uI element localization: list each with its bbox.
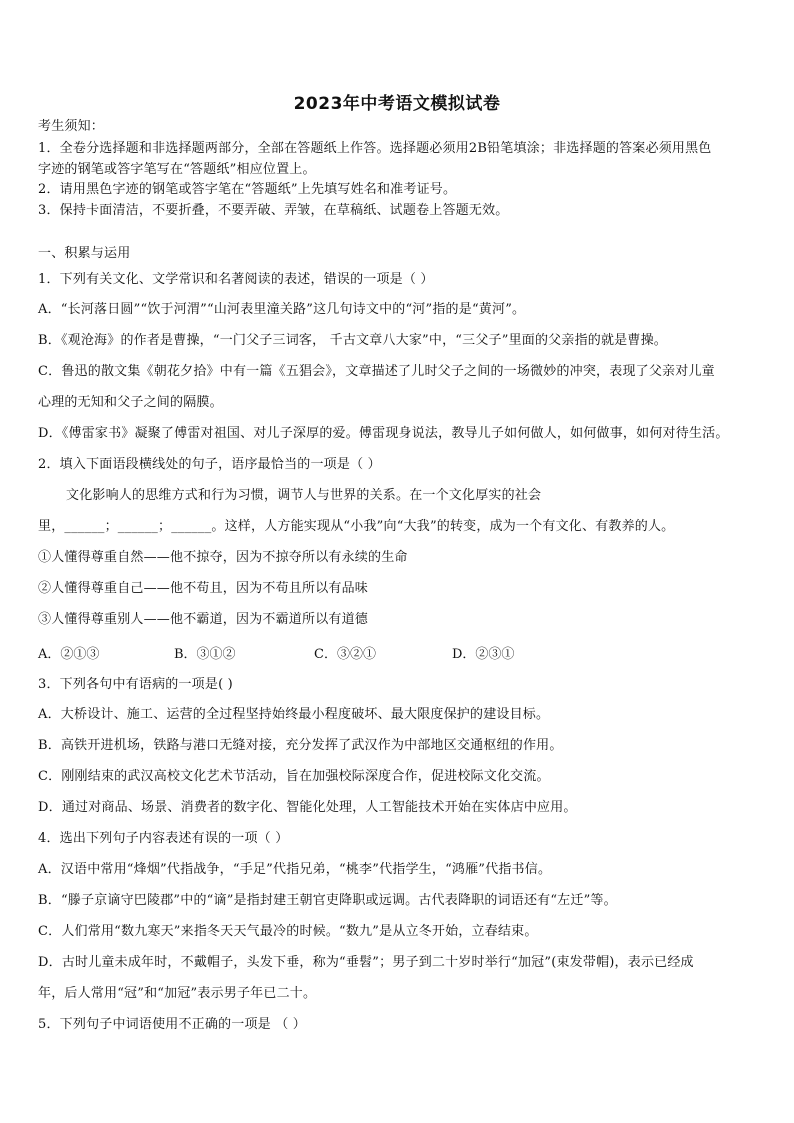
notice-item-1-line-2: 字迹的钢笔或答字笔写在“答题纸”相应位置上。 — [38, 162, 316, 177]
q1-option-b: B．《观沧海》的作者是曹操，“一门父子三词客， 千古文章八大家”中，“三父子”里面的父亲指的就是曹操。 — [38, 333, 667, 348]
notice-item-2: 2．请用黑色字迹的钢笔或答字笔在“答题纸”上先填写姓名和准考证号。 — [38, 182, 457, 197]
q1-option-c-line-1: C．鲁迅的散文集《朝花夕拾》中有一篇《五猖会》，文章描述了儿时父子之间的一场微妙的冲突，表现了父亲对儿童 — [38, 364, 715, 379]
q2-paragraph-line-1: 文化影响人的思维方式和行为习惯，调节人与世界的关系。在一个文化厚实的社会 — [66, 488, 542, 503]
q4-stem: 4．选出下列句子内容表述有误的一项（ ） — [38, 831, 289, 846]
q2-choice-b: B．③①② — [174, 647, 236, 662]
q3-option-c: C．刚刚结束的武汉高校文化艺术节活动，旨在加强校际深度合作，促进校际文化交流。 — [38, 769, 550, 784]
q4-option-b: B．“滕子京谪守巴陵郡”中的“谪”是指封建王朝官吏降职或远调。古代表降职的词语还有“左迁”等。 — [38, 893, 617, 908]
q1-option-d: D．《傅雷家书》凝聚了傅雷对祖国、对儿子深厚的爱。傅雷现身说法，教导儿子如何做人，如何做事，如何对待生活。 — [38, 426, 729, 441]
q3-stem: 3．下列各句中有语病的一项是( ) — [38, 677, 233, 692]
q5-stem: 5．下列句子中词语使用不正确的一项是 （ ） — [38, 1017, 306, 1032]
q3-option-b: B．高铁开进机场，铁路与港口无缝对接，充分发挥了武汉作为中部地区交通枢纽的作用。 — [38, 738, 563, 753]
q3-option-a: A．大桥设计、施工、运营的全过程坚持始终最小程度破坏、最大限度保护的建设目标。 — [38, 707, 550, 722]
q2-sentence-1: ①人懂得尊重自然——他不掠夺，因为不掠夺所以有永续的生命 — [38, 550, 408, 565]
q1-option-a: A．“长河落日圆”“饮于河渭”“山河表里潼关路”这几句诗文中的“河”指的是“黄河”。 — [38, 302, 526, 317]
q4-option-a: A．汉语中常用“烽烟”代指战争，“手足”代指兄弟，“桃李”代指学生，“鸿雁”代指书信。 — [38, 862, 552, 877]
q2-sentence-3: ③人懂得尊重别人——他不霸道，因为不霸道所以有道德 — [38, 612, 369, 627]
q2-sentence-2: ②人懂得尊重自己——他不苟且，因为不苟且所以有品味 — [38, 581, 369, 596]
q2-stem: 2．填入下面语段横线处的句子，语序最恰当的一项是（ ） — [38, 457, 381, 472]
page-title: 2023年中考语文模拟试卷 — [293, 94, 501, 114]
notice-item-1-line-1: 1．全卷分选择题和非选择题两部分，全部在答题纸上作答。选择题必须用2B铅笔填涂；非选择题的答案必须用黑色 — [38, 141, 712, 156]
q2-paragraph-line-2: 里，______；______；______。这样，人方能实现从“小我”向“大我”的转变，成为一个有文化、有教养的人。 — [38, 519, 675, 534]
q2-choice-a: A．②①③ — [38, 647, 100, 662]
q4-option-d-line-2: 年，后人常用“冠”和“加冠”表示男子年已二十。 — [38, 986, 317, 1001]
notice-heading: 考生须知： — [38, 119, 105, 134]
q1-stem: 1．下列有关文化、文学常识和名著阅读的表述，错误的一项是（ ） — [38, 272, 434, 287]
section-heading: 一、积累与运用 — [38, 246, 131, 261]
q1-option-c-line-2: 心理的无知和父子之间的隔膜。 — [38, 395, 223, 410]
q2-choice-d: D．②③① — [452, 647, 515, 662]
notice-item-3: 3．保持卡面清洁，不要折叠，不要弄破、弄皱，在草稿纸、试题卷上答题无效。 — [38, 203, 509, 218]
q4-option-c: C．人们常用“数九寒天”来指冬天天气最冷的时候。“数九”是从立冬开始，立春结束。 — [38, 924, 538, 939]
q2-choice-c: C．③②① — [314, 647, 376, 662]
q4-option-d-line-1: D．古时儿童未成年时，不戴帽子，头发下垂，称为“垂髫”；男子到二十岁时举行“加冠”(束发带帽)，表示已经成 — [38, 955, 694, 970]
q3-option-d: D．通过对商品、场景、消费者的数字化、智能化处理，人工智能技术开始在实体店中应用。 — [38, 800, 577, 815]
